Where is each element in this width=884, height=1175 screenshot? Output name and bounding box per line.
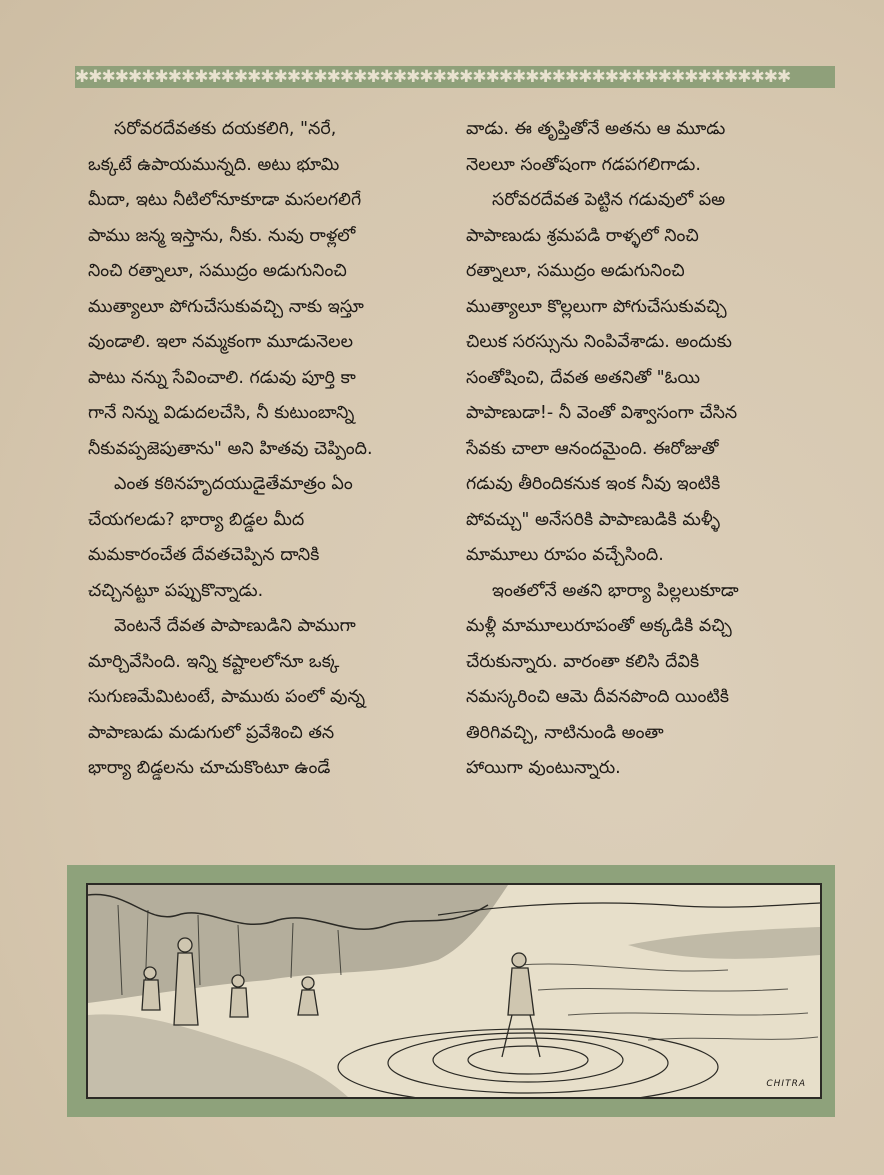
text-line: వాడు. ఈ తృప్తితోనే అతను ఆ మూడు	[466, 119, 726, 139]
text-line: ముత్యాలూ కొల్లలుగా పోగుచేసుకువచ్చి	[466, 296, 727, 317]
text-line: ఇంతలోనే అతని భార్యా పిల్లలుకూడా	[492, 580, 739, 601]
text-line: రత్నాలూ, సముద్రం అడుగునించి	[466, 261, 685, 281]
text-line: గడువు తీరిందికనుక ఇంక నీవు ఇంటికి	[466, 474, 721, 494]
text-line: పాటు నన్ను సేవించాలి. గడువు పూర్తి కా	[88, 367, 356, 388]
text-line: సుగుణమేమిటంటే, పాముఠు పంలో వున్న	[88, 687, 365, 707]
text-line: చేయగలడు? భార్యా బిడ్డల మీద	[88, 509, 305, 530]
text-line: సంతోషించి, దేవత అతనితో "ఓయి	[466, 367, 700, 388]
text-line: చచ్చినట్టూ పప్పుకొన్నాడు.	[88, 580, 264, 601]
text-line: ఒక్కటే ఉపాయమున్నది. అటు భూమి	[88, 154, 340, 175]
illustrator-credit: CHITRA	[766, 1079, 806, 1089]
text-line: ముత్యాలూ పోగుచేసుకువచ్చి నాకు ఇస్తూ	[88, 296, 364, 317]
text-line: సేవకు చాలా ఆనందమైంది. ఈరోజుతో	[466, 438, 719, 459]
text-line: చేరుకున్నారు. వారంతా కలిసి దేవికి	[466, 651, 700, 672]
text-line: పాపాణుడు శ్రమపడి రాళ్ళలో నించి	[466, 225, 699, 246]
text-line: గానే నిన్ను విడుదలచేసి, నీ కుటుంబాన్ని	[88, 403, 355, 423]
text-line: వుండాలి. ఇలా నమ్మకంగా మూడునెలల	[88, 332, 353, 352]
text-line: హాయిగా వుంటున్నారు.	[466, 758, 621, 778]
text-line: ఎంత కఠినహృదయుడైతేమాత్రం ఏం	[114, 474, 353, 494]
text-line: పాము జన్మ ఇస్తాను, నీకు. నువు రాళ్లలో	[88, 225, 356, 246]
decorative-border: ✱✱✱✱✱✱✱✱✱✱✱✱✱✱✱✱✱✱✱✱✱✱✱✱✱✱✱✱✱✱✱✱✱✱✱✱✱✱✱✱✱✱✱✱✱✱✱✱✱✱✱✱✱✱	[75, 66, 835, 88]
text-line: తిరిగివచ్చి, నాటినుండి అంతా	[466, 722, 664, 743]
text-line: పోవచ్చు" అనేసరికి పాపాణుడికి మళ్ళీ	[466, 509, 721, 530]
text-line: మీదా, ఇటు నీటిలోనూకూడా మసలగలిగే	[88, 190, 362, 210]
text-line: పాపాణుడా!- నీ వెంతో విశ్వాసంగా చేసిన	[466, 403, 738, 423]
text-line: మార్చివేసింది. ఇన్ని కష్టాలలోనూ ఒక్క	[88, 651, 340, 672]
left-text-column	[88, 112, 458, 787]
text-line: చిలుక సరస్సును నింపివేశాడు. అందుకు	[466, 332, 732, 352]
text-line: నెలలూ సంతోషంగా గడపగలిగాడు.	[466, 154, 701, 175]
text-line: నీకువప్పజెపుతాను" అని హితవు చెప్పింది.	[88, 438, 373, 459]
river-scene-drawing	[88, 885, 820, 1097]
text-line: వెంటనే దేవత పాపాణుడిని పాముగా	[114, 616, 356, 636]
text-line: నమస్కరించి ఆమె దీవనపొంది యింటికి	[466, 687, 730, 707]
illustration	[86, 883, 822, 1099]
illustration-frame	[67, 865, 835, 1117]
right-text-column	[466, 112, 836, 787]
text-line: మళ్లీ మామూలురూపంతో అక్కడికి వచ్చి	[466, 616, 732, 636]
text-line: నించి రత్నాలూ, సముద్రం అడుగునించి	[88, 261, 347, 281]
text-line: పాపాణుడు మడుగులో ప్రవేశించి తన	[88, 722, 335, 743]
text-line: మమకారంచేత దేవతచెప్పిన దానికి	[88, 545, 320, 565]
text-line: మామూలు రూపం వచ్చేసింది.	[466, 545, 664, 565]
text-line: భార్యా బిడ్డలను చూచుకొంటూ ఉండే	[88, 758, 331, 778]
text-line: సరోవరదేవత పెట్టిన గడువులో పఅ	[492, 190, 726, 210]
text-line: సరోవరదేవతకు దయకలిగి, "నరే,	[114, 119, 337, 139]
